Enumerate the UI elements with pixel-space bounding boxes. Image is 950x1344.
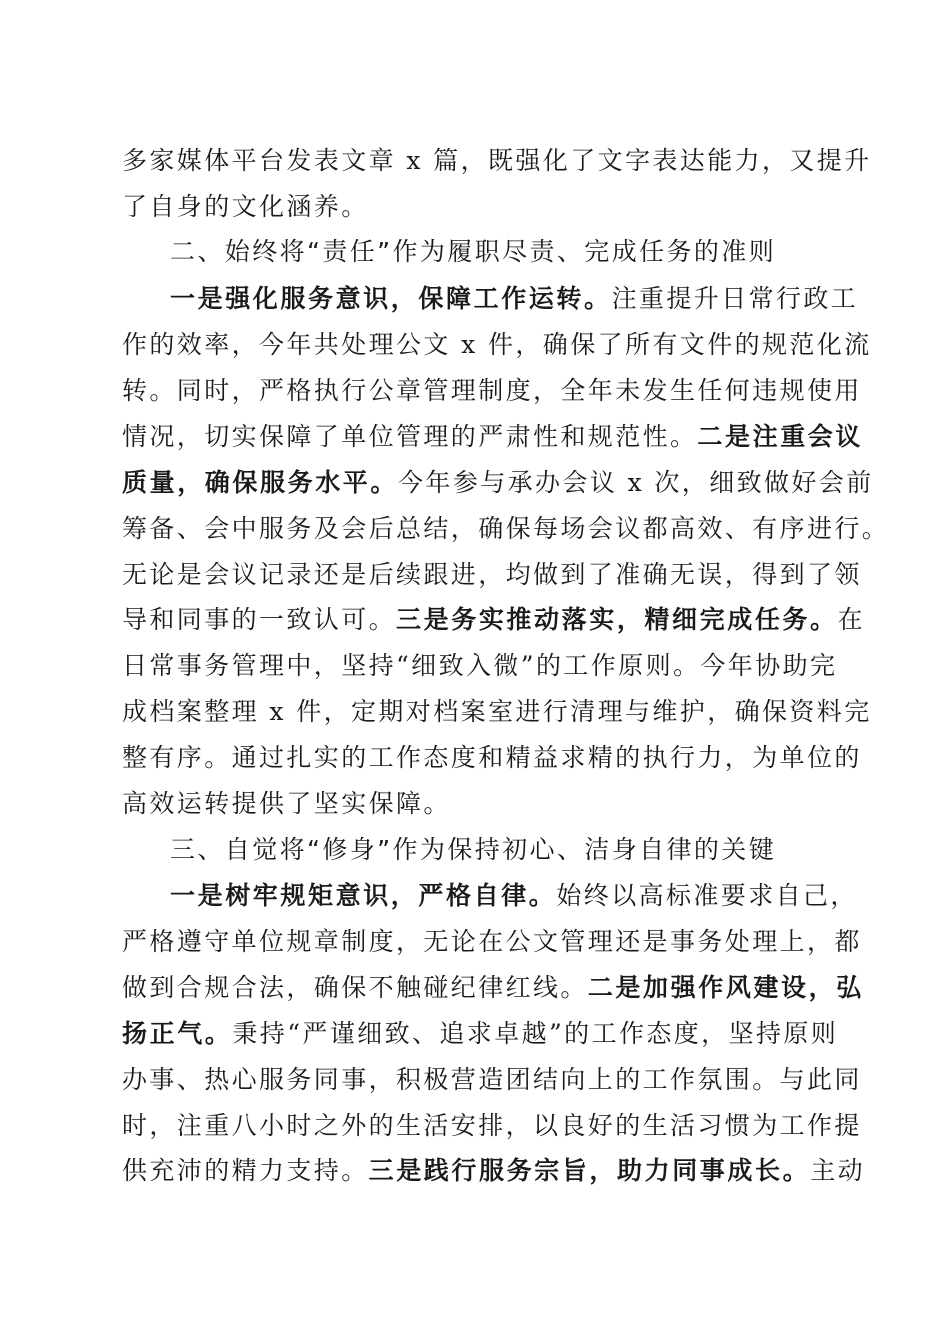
paragraph-line xyxy=(122,600,865,640)
section-heading xyxy=(170,830,776,870)
paragraph-line xyxy=(170,279,858,319)
text-segment: 注重提升日常行政工 xyxy=(611,284,859,313)
text-segment: 二、始终将“责任”作为履职尽责、完成任务的准则 xyxy=(170,237,777,266)
text-segment: 日常事务管理中，坚持“细致入微”的工作原则。今年协助完 xyxy=(122,651,838,680)
bold-lead-phrase: 一是强化服务意识，保障工作运转。 xyxy=(170,284,612,313)
text-segment: 多家媒体平台发表文章 x 篇，既强化了文字表达能力，又提升 xyxy=(122,146,872,175)
text-segment: 做到合规合法，确保不触碰纪律红线。 xyxy=(122,973,588,1002)
paragraph-line xyxy=(122,646,837,686)
paragraph-line xyxy=(122,1014,838,1054)
bold-lead-phrase: 一是树牢规矩意识，严格自律。 xyxy=(170,881,557,910)
bold-lead-phrase: 二是注重会议 xyxy=(697,422,864,451)
paragraph-line xyxy=(122,463,874,503)
paragraph-line xyxy=(122,509,889,549)
paragraph-line xyxy=(122,968,864,1008)
paragraph-line xyxy=(122,692,872,732)
bold-lead-phrase: 三是践行服务宗旨，助力同事成长。 xyxy=(368,1156,811,1185)
paragraph-line xyxy=(122,1106,862,1146)
paragraph-line xyxy=(122,371,862,411)
text-segment: 严格遵守单位规章制度，无论在公文管理还是事务处理上，都 xyxy=(122,927,862,956)
text-segment: 今年参与承办会议 x 次，细致做好会前 xyxy=(398,468,874,497)
text-segment: 三、自觉将“修身”作为保持初心、洁身自律的关键 xyxy=(170,835,777,864)
bold-lead-phrase: 二是加强作风建设，弘 xyxy=(587,973,864,1002)
text-segment: 高效运转提供了坚实保障。 xyxy=(122,789,451,818)
paragraph-line xyxy=(122,1060,862,1100)
text-segment: 无论是会议记录还是后续跟进，均做到了准确无误，得到了领 xyxy=(122,560,862,589)
text-segment: 情况，切实保障了单位管理的严肃性和规范性。 xyxy=(122,422,698,451)
bold-lead-phrase: 扬正气。 xyxy=(122,1019,233,1048)
text-segment: 了自身的文化涵养。 xyxy=(122,192,369,221)
text-segment: 时，注重八小时之外的生活安排，以良好的生活习惯为工作提 xyxy=(122,1111,862,1140)
paragraph-line xyxy=(122,1151,865,1191)
text-segment: 筹备、会中服务及会后总结，确保每场会议都高效、有序进行。 xyxy=(122,514,890,543)
text-segment: 导和同事的一致认可。 xyxy=(122,605,397,634)
bold-lead-phrase: 三是务实推动落实，精细完成任务。 xyxy=(396,605,838,634)
text-segment: 成档案整理 x 件，定期对档案室进行清理与维护，确保资料完 xyxy=(122,697,872,726)
paragraph-line xyxy=(122,417,863,457)
paragraph-line xyxy=(122,325,872,365)
paragraph-line xyxy=(122,784,451,824)
text-segment: 作的效率，今年共处理公文 x 件，确保了所有文件的规范化流 xyxy=(122,330,872,359)
text-segment: 在 xyxy=(837,605,866,634)
text-segment: 秉持“严谨细致、追求卓越”的工作态度，坚持原则 xyxy=(232,1019,839,1048)
paragraph-line xyxy=(122,141,872,181)
paragraph-line xyxy=(170,876,858,916)
bold-lead-phrase: 质量，确保服务水平。 xyxy=(122,468,399,497)
paragraph-line xyxy=(122,922,862,962)
paragraph-line xyxy=(122,555,862,595)
text-segment: 整有序。通过扎实的工作态度和精益求精的执行力，为单位的 xyxy=(122,743,862,772)
text-segment: 办事、热心服务同事，积极营造团结向上的工作氛围。与此同 xyxy=(122,1065,862,1094)
text-segment: 主动 xyxy=(810,1156,866,1185)
section-heading xyxy=(170,232,776,272)
text-segment: 供充沛的精力支持。 xyxy=(122,1156,369,1185)
paragraph-line xyxy=(122,187,369,227)
text-segment: 始终以高标准要求自己， xyxy=(556,881,858,910)
text-segment: 转。同时，严格执行公章管理制度，全年未发生任何违规使用 xyxy=(122,376,862,405)
paragraph-line xyxy=(122,738,862,778)
